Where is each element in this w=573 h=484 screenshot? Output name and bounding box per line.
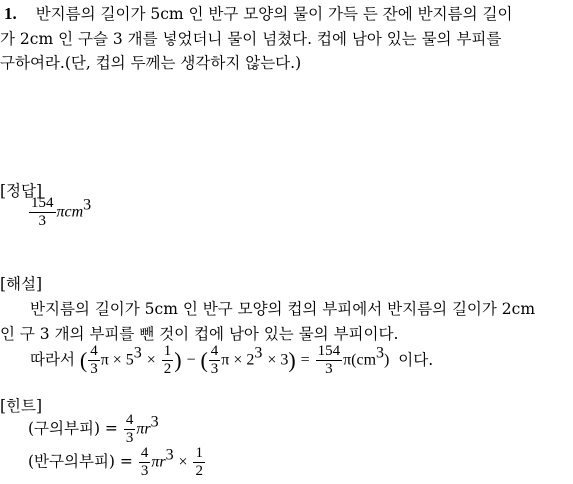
answer-value <box>28 195 91 230</box>
answer-denominator: 3 <box>38 213 46 229</box>
hint-2-label: (반구의부피) = <box>28 452 133 471</box>
hint-2-times: × <box>178 453 188 471</box>
formula-times: × <box>146 351 156 369</box>
formula-fraction-1 <box>88 343 100 378</box>
explanation-line-2: 인 구 3 개의 부피를 뺀 것이 컵에 남아 있는 물의 부피이다. <box>0 325 399 343</box>
explanation-formula-line <box>30 343 433 378</box>
formula-term-5: π(cm <box>343 351 377 369</box>
fraction-numerator: 1 <box>163 343 172 359</box>
fraction-numerator: 4 <box>210 343 219 359</box>
close-paren-2: ) <box>288 347 296 373</box>
explanation-heading: [해설] <box>0 275 43 293</box>
answer-exponent: 3 <box>83 196 92 214</box>
problem-text-1: 반지름의 길이가 5cm 인 반구 모양의 물이 가득 든 잔에 반지름의 길이 <box>35 5 513 23</box>
formula-exponent-3: 3 <box>254 344 263 362</box>
fraction-denominator: 2 <box>163 361 172 377</box>
fraction-numerator: 154 <box>317 343 341 359</box>
formula-exponent-5: 3 <box>376 344 385 362</box>
fraction-denominator: 3 <box>325 361 333 377</box>
hint-line-2 <box>28 445 206 480</box>
hint-1-exponent: 3 <box>150 413 159 431</box>
answer-numerator: 154 <box>31 195 54 211</box>
formula-term-1: π × 5 <box>100 351 134 369</box>
hint-line-1 <box>28 412 159 447</box>
hint-heading: [힌트] <box>0 397 43 415</box>
formula-equals: = <box>300 351 310 369</box>
answer-fraction <box>29 195 56 230</box>
problem-line-1 <box>4 4 512 24</box>
explanation-line-1: 반지름의 길이가 5cm 인 반구 모양의 컵의 부피에서 반지름의 길이가 2cm <box>30 300 536 318</box>
formula-prefix: 따라서 <box>30 350 75 369</box>
hint-1-fraction <box>124 412 136 447</box>
formula-term-4: × 3 <box>267 351 289 369</box>
fraction-denominator: 3 <box>140 463 149 479</box>
hint-2-fraction-half <box>193 445 205 480</box>
problem-line-3: 구하여라.(단, 컵의 두께는 생각하지 않는다.) <box>0 54 302 72</box>
close-paren-1: ) <box>174 347 182 373</box>
hint-2-exponent: 3 <box>165 446 174 464</box>
answer-heading: [정답] <box>0 182 43 200</box>
hint-1-label: (구의부피) = <box>28 419 118 438</box>
open-paren-2: ( <box>200 347 208 373</box>
fraction-numerator: 4 <box>125 412 134 428</box>
open-paren-1: ( <box>79 347 88 373</box>
hint-2-tail: πr <box>151 453 166 471</box>
formula-suffix: 이다. <box>398 350 434 369</box>
fraction-numerator: 4 <box>90 343 98 359</box>
problem-line-2: 가 2cm 인 구슬 3 개를 넣었더니 물이 넘쳤다. 컵에 남아 있는 물의 부피를 <box>0 30 502 48</box>
formula-fraction-4 <box>316 343 343 378</box>
fraction-denominator: 2 <box>195 463 203 479</box>
hint-1-tail: πr <box>136 420 151 438</box>
fraction-numerator: 4 <box>140 445 149 461</box>
problem-number: 1. <box>4 4 17 23</box>
fraction-denominator: 3 <box>90 361 98 377</box>
answer-tail: πcm <box>56 203 84 221</box>
fraction-denominator: 3 <box>210 361 219 377</box>
fraction-numerator: 1 <box>195 445 203 461</box>
fraction-denominator: 3 <box>125 430 134 446</box>
formula-exponent-1: 3 <box>133 344 142 362</box>
hint-2-fraction <box>139 445 151 480</box>
formula-fraction-2 <box>162 343 174 378</box>
formula-term-6: ) <box>384 351 390 369</box>
formula-term-3: π × 2 <box>221 351 255 369</box>
formula-minus: − <box>186 351 196 369</box>
formula-fraction-3 <box>209 343 221 378</box>
